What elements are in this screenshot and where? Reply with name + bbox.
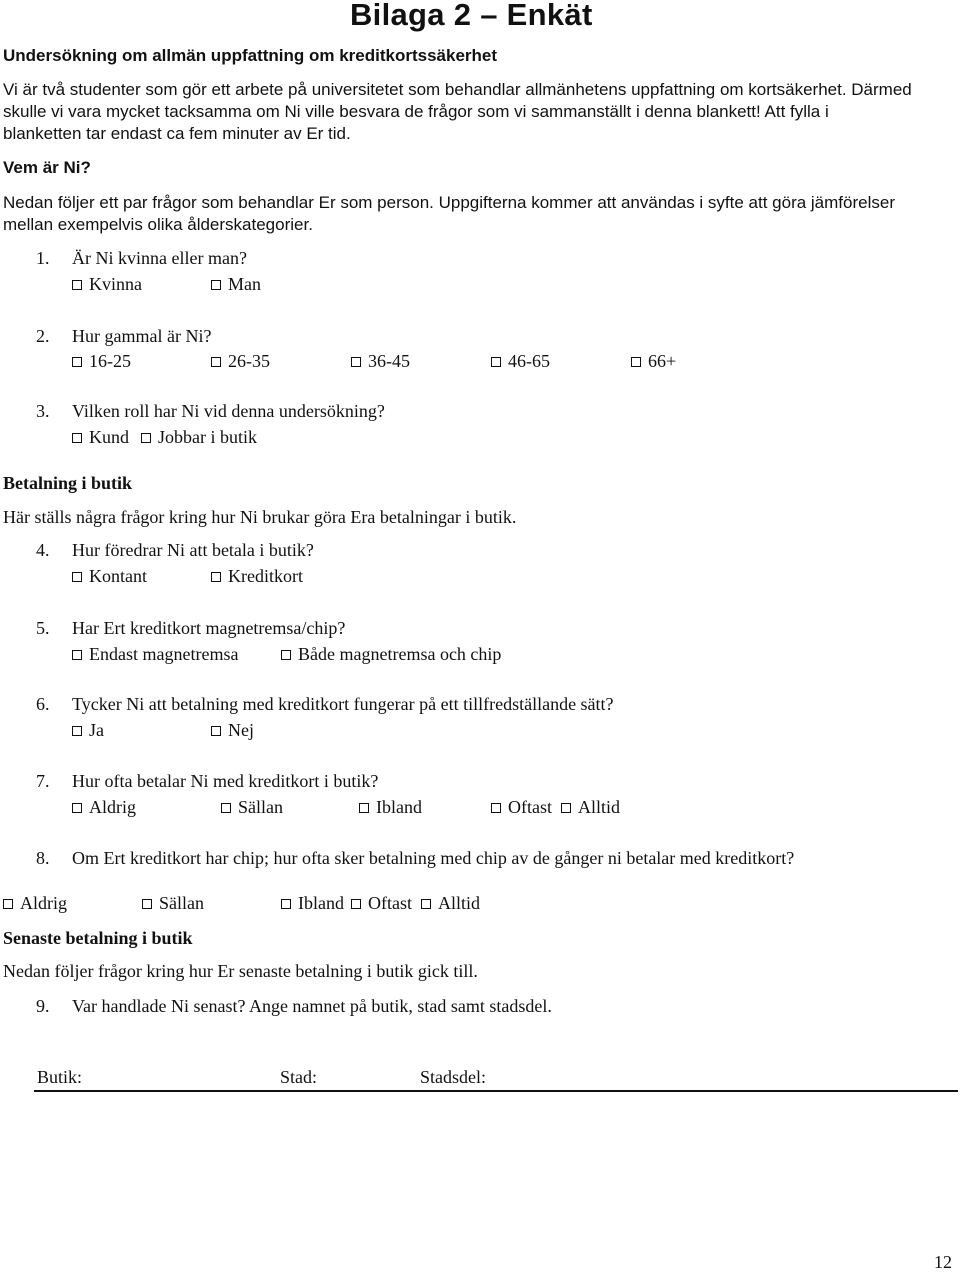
option-label: Kreditkort [228,566,303,586]
intro-line-2: skulle vi vara mycket tacksamma om Ni ville besvara de frågor som vi sammanställt i denna blankett! Att fylla i [3,102,829,121]
field-label-stadsdel: Stadsdel: [420,1067,486,1087]
option-label: Endast magnetremsa [89,644,239,664]
q5-option-bade[interactable] [281,644,501,665]
checkbox-icon[interactable] [351,357,361,367]
checkbox-icon[interactable] [211,280,221,290]
checkbox-icon[interactable] [72,726,82,736]
q2-option-36-45[interactable] [351,351,410,372]
field-label-stad: Stad: [280,1067,318,1087]
intro-line-3: blanketten tar endast ca fem minuter av Er tid. [3,124,351,143]
checkbox-icon[interactable] [281,899,291,909]
q3-option-kund[interactable] [72,427,129,448]
q1-option-man[interactable] [211,274,261,295]
question-number-4: 4. [36,540,50,560]
section-heading-senaste: Senaste betalning i butik [3,928,193,948]
checkbox-icon[interactable] [72,650,82,660]
document-title: Bilaga 2 – Enkät [350,0,593,32]
question-number-7: 7. [36,771,50,791]
q7-option-oftast[interactable] [491,797,552,818]
question-number-6: 6. [36,694,50,714]
q8-option-ibland[interactable] [281,893,344,914]
checkbox-icon[interactable] [561,803,571,813]
checkbox-icon[interactable] [221,803,231,813]
option-label: 16-25 [89,351,131,371]
section1-desc-line-2: mellan exempelvis olika ålderskategorier. [3,215,313,234]
checkbox-icon[interactable] [72,280,82,290]
checkbox-icon[interactable] [491,803,501,813]
question-number-3: 3. [36,401,50,421]
question-text-4: Hur föredrar Ni att betala i butik? [72,540,314,560]
checkbox-icon[interactable] [72,803,82,813]
q6-option-ja[interactable] [72,720,104,741]
option-label: Nej [228,720,254,740]
section3-desc: Nedan följer frågor kring hur Er senaste betalning i butik gick till. [3,961,478,981]
question-number-5: 5. [36,618,50,638]
checkbox-icon[interactable] [142,899,152,909]
q3-option-jobbar[interactable] [141,427,257,448]
option-label: 26-35 [228,351,270,371]
question-number-9: 9. [36,996,50,1016]
q8-option-alltid[interactable] [421,893,480,914]
q8-option-oftast[interactable] [351,893,412,914]
page-number: 12 [934,1252,952,1272]
q7-option-alltid[interactable] [561,797,620,818]
option-label: Kvinna [89,274,142,294]
option-label: 66+ [648,351,677,371]
option-label: Sällan [238,797,283,817]
option-label: Ibland [298,893,344,913]
checkbox-icon[interactable] [3,899,13,909]
checkbox-icon[interactable] [359,803,369,813]
q6-option-nej[interactable] [211,720,254,741]
question-text-8: Om Ert kreditkort har chip; hur ofta sker betalning med chip av de gånger ni betalar med kreditkort? [72,848,795,868]
checkbox-icon[interactable] [141,433,151,443]
intro-line-1: Vi är två studenter som gör ett arbete på universitetet som behandlar allmänhetens uppfattning om kortsäkerhet. Därmed [3,80,912,99]
q8-option-aldrig[interactable] [3,893,67,914]
section1-desc-line-1: Nedan följer ett par frågor som behandlar Er som person. Uppgifterna kommer att användas i syfte att göra jämförelser [3,193,895,212]
question-text-2: Hur gammal är Ni? [72,326,212,346]
option-label: 36-45 [368,351,410,371]
option-label: Oftast [508,797,552,817]
q7-option-sallan[interactable] [221,797,283,818]
option-label: Jobbar i butik [158,427,257,447]
option-label: Ibland [376,797,422,817]
checkbox-icon[interactable] [211,572,221,582]
q2-option-16-25[interactable] [72,351,131,372]
section-heading-vem: Vem är Ni? [3,158,91,177]
checkbox-icon[interactable] [72,433,82,443]
document-subtitle: Undersökning om allmän uppfattning om kreditkortssäkerhet [3,46,498,65]
section2-desc: Här ställs några frågor kring hur Ni brukar göra Era betalningar i butik. [3,507,517,527]
question-text-3: Vilken roll har Ni vid denna undersökning? [72,401,385,421]
checkbox-icon[interactable] [72,357,82,367]
answer-underline[interactable] [34,1090,958,1092]
q4-option-kontant[interactable] [72,566,147,587]
question-text-1: Är Ni kvinna eller man? [72,248,247,268]
question-number-8: 8. [36,848,50,868]
q5-option-magnetremsa[interactable] [72,644,238,665]
option-label: Ja [89,720,104,740]
checkbox-icon[interactable] [491,357,501,367]
q1-option-kvinna[interactable] [72,274,142,295]
option-label: Sällan [159,893,204,913]
option-label: Alltid [438,893,481,913]
question-text-9: Var handlade Ni senast? Ange namnet på butik, stad samt stadsdel. [72,996,552,1016]
option-label: Alltid [578,797,621,817]
option-label: Kund [89,427,129,447]
section-heading-betalning: Betalning i butik [3,473,133,493]
checkbox-icon[interactable] [281,650,291,660]
q2-option-46-65[interactable] [491,351,550,372]
q2-option-26-35[interactable] [211,351,270,372]
option-label: Kontant [89,566,147,586]
q7-option-aldrig[interactable] [72,797,136,818]
option-label: Man [228,274,261,294]
checkbox-icon[interactable] [211,726,221,736]
checkbox-icon[interactable] [211,357,221,367]
checkbox-icon[interactable] [72,572,82,582]
option-label: Aldrig [89,797,136,817]
question-number-2: 2. [36,326,50,346]
option-label: 46-65 [508,351,550,371]
checkbox-icon[interactable] [421,899,431,909]
question-text-6: Tycker Ni att betalning med kreditkort fungerar på ett tillfredställande sätt? [72,694,614,714]
option-label: Oftast [368,893,412,913]
option-label: Aldrig [20,893,67,913]
question-text-7: Hur ofta betalar Ni med kreditkort i butik? [72,771,379,791]
option-label: Både magnetremsa och chip [298,644,502,664]
q2-option-66-plus[interactable] [631,351,676,372]
checkbox-icon[interactable] [351,899,361,909]
question-number-1: 1. [36,248,50,268]
question-text-5: Har Ert kreditkort magnetremsa/chip? [72,618,346,638]
q8-option-sallan[interactable] [142,893,204,914]
q7-option-ibland[interactable] [359,797,422,818]
field-label-butik: Butik: [37,1067,83,1087]
checkbox-icon[interactable] [631,357,641,367]
q4-option-kreditkort[interactable] [211,566,303,587]
